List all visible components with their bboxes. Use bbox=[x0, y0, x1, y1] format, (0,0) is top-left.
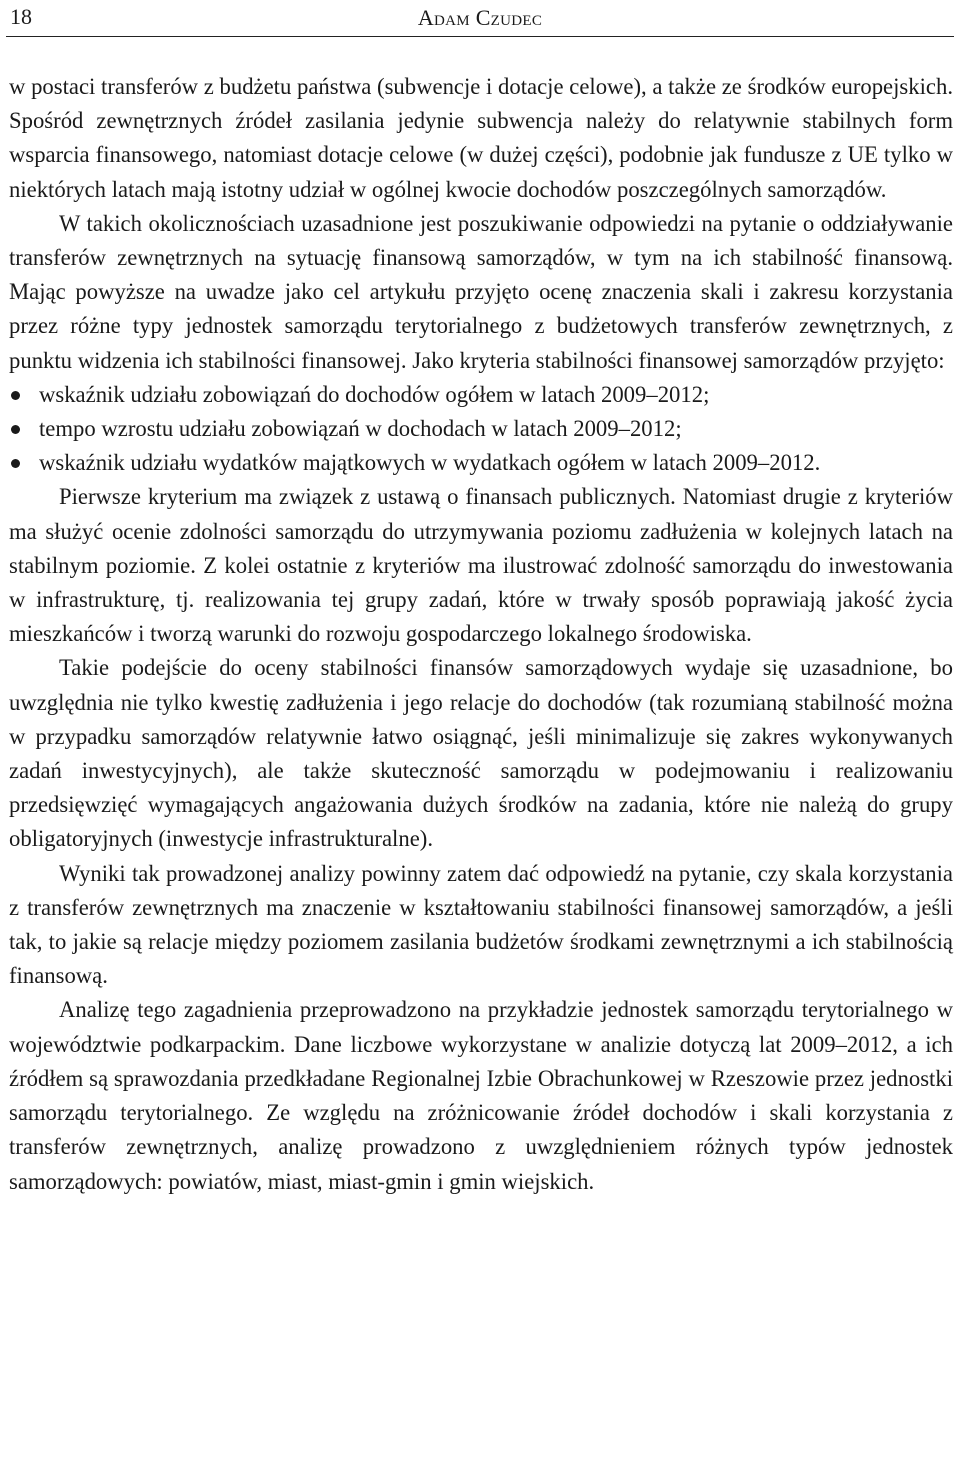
bullet-icon bbox=[11, 391, 20, 400]
criteria-list bbox=[9, 378, 953, 481]
paragraph-2: W takich okolicznościach uzasadnione jest poszukiwanie odpowiedzi na pytanie o oddziaływanie transferów zewnętrznych na sytuację finansową samorządów, w tym na ich stabilność finansową. Mając powyższe na uwadze jako cel artykułu przyjęto ocenę znaczenia skali i zakresu korzystania przez różne typy jednostek samorządu terytorialnego z budżetowych transferów zewnętrznych, z punktu widzenia ich stabilności finansowej. Jako kryteria stabilności finansowej samorządów przyjęto: bbox=[9, 210, 953, 373]
criteria-list-item bbox=[9, 378, 953, 412]
page-header bbox=[6, 0, 954, 37]
paragraph-1: w postaci transferów z budżetu państwa (subwencje i dotacje celowe), a także ze środków europejskich. Spośród zewnętrznych źródeł zasilania jedynie subwencja należy do relatywnie stabilnych form wsparcia finansowego, natomiast dotacje celowe (w dużej części), podobnie jak fundusze z UE tylko w niektórych latach mają istotny udział w ogólnej kwocie dochodów poszczególnych samorządów. bbox=[9, 74, 953, 202]
article-body bbox=[9, 70, 953, 1199]
paragraph-5: Wyniki tak prowadzonej analizy powinny zatem dać odpowiedź na pytanie, czy skala korzystania z transferów zewnętrznych ma znaczenie w kształtowaniu stabilności finansowej samorządów, a jeśli tak, to jakie są relacje między poziomem zasilania budżetów środkami zewnętrznymi a ich stabilnością finansową. bbox=[9, 860, 953, 989]
paragraph-6: Analizę tego zagadnienia przeprowadzono na przykładzie jednostek samorządu terytorialnego w województwie podkarpackim. Dane liczbowe wykorzystane w analizie dotyczą lat 2009‒2012, a ich źródłem są sprawozdania przedkładane Regionalnej Izbie Obrachunkowej w Rzeszowie przez jednostki samorządu terytorialnego. Ze względu na zróżnicowanie źródeł dochodów i skali korzystania z transferów zewnętrznych, analizę prowadzono z uwzględnieniem różnych typów jednostek samorządowych: powiatów, miast, miast-gmin i gmin wiejskich. bbox=[9, 997, 953, 1194]
paragraph-3: Pierwsze kryterium ma związek z ustawą o finansach publicznych. Natomiast drugie z kryteriów ma służyć ocenie zdolności samorządu do utrzymywania poziomu zadłużenia w kolejnych latach na stabilnym poziomie. Z kolei ostatnie z kryteriów ma ilustrować zdolność samorządu do inwestowania w infrastrukturę, tj. realizowania tej grupy zadań, które w trwały sposób poprawiają jakość życia mieszkańców i tworzą warunki do rozwoju gospodarczego lokalnego środowiska. bbox=[9, 484, 953, 647]
paragraph-4: Takie podejście do oceny stabilności finansów samorządowych wydaje się uzasadnione, bo uwzględnia nie tylko kwestię zadłużenia i jego relacje do dochodów (tak rozumianą stabilność można w przypadku samorządów relatywnie łatwo osiągnąć, jeśli minimalizuje się zakres wykonywanych zadań inwestycyjnych), ale także skuteczność samorządu w podejmowaniu i realizowaniu przedsięwzięć wymagających angażowania dużych środków na zadania, które nie należą do grupy obligatoryjnych (inwestycje infrastrukturalne). bbox=[9, 655, 953, 852]
criteria-text: wskaźnik udziału wydatków majątkowych w wydatkach ogółem w latach 2009‒2012. bbox=[39, 450, 821, 476]
running-head-author: Adam Czudec bbox=[417, 5, 543, 30]
criteria-list-item bbox=[9, 446, 953, 480]
criteria-text: tempo wzrostu udziału zobowiązań w dochodach w latach 2009‒2012; bbox=[39, 416, 682, 442]
bullet-icon bbox=[11, 459, 20, 468]
criteria-text: wskaźnik udziału zobowiązań do dochodów ogółem w latach 2009‒2012; bbox=[39, 381, 710, 407]
page-number: 18 bbox=[10, 4, 32, 29]
criteria-list-item bbox=[9, 412, 953, 446]
bullet-icon bbox=[11, 425, 20, 434]
